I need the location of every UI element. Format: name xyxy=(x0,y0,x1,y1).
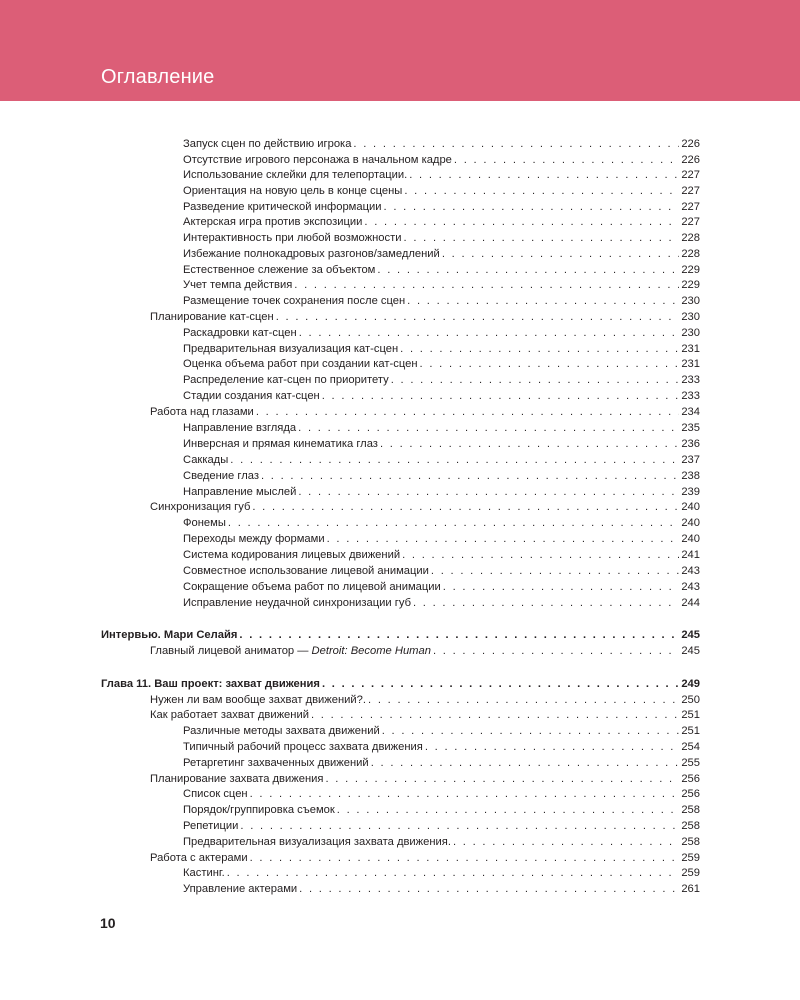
toc-entry-label: Глава 11. Ваш проект: захват движения xyxy=(101,678,320,690)
toc-entry-label: Различные методы захвата движений xyxy=(183,725,380,737)
toc-entry-page: 237 xyxy=(681,454,700,466)
toc-entry-label: Фонемы xyxy=(183,517,226,529)
toc-entry[interactable] xyxy=(183,802,700,818)
toc-entry-label: Сокращение объема работ по лицевой анимации xyxy=(183,581,441,593)
toc-entry-page: 233 xyxy=(681,390,700,402)
toc-entry-label: Распределение кат-сцен по приоритету xyxy=(183,374,389,386)
toc-entry-label: Исправление неудачной синхронизации губ xyxy=(183,597,411,609)
toc-entry-page: 241 xyxy=(681,549,700,561)
toc-entry[interactable] xyxy=(183,563,700,579)
toc-entry-label: Саккады xyxy=(183,454,229,466)
toc-entry-page: 256 xyxy=(681,773,700,785)
toc-entry-label: Работа с актерами xyxy=(150,852,248,864)
toc-entry-label: Репетиции xyxy=(183,820,239,832)
toc-entry-label: Система кодирования лицевых движений xyxy=(183,549,401,561)
toc-entry[interactable] xyxy=(183,468,700,484)
toc-entry-page: 226 xyxy=(681,138,700,150)
toc-entry-page: 240 xyxy=(681,533,700,545)
toc-entry-label: Отсутствие игрового персонажа в начальном кадре xyxy=(183,154,452,166)
toc-entry[interactable] xyxy=(150,404,700,420)
toc-entry[interactable] xyxy=(183,739,700,755)
toc-entry-label: Планирование кат-сцен xyxy=(150,311,274,323)
toc-entry-page: 227 xyxy=(681,169,700,181)
toc-entry-page: 243 xyxy=(681,581,700,593)
toc-entry[interactable] xyxy=(150,771,700,787)
toc-entry-label: Предварительная визуализация кат-сцен xyxy=(183,343,399,355)
toc-entry[interactable] xyxy=(183,531,700,547)
toc-entry-page: 229 xyxy=(681,264,700,276)
toc-entry[interactable] xyxy=(183,388,700,404)
toc-entry-label: Как работает захват движений xyxy=(150,709,309,721)
toc-entry-label: Сведение глаз xyxy=(183,470,259,482)
toc-entry-label: Порядок/группировка съемок xyxy=(183,804,335,816)
toc-entry[interactable] xyxy=(183,420,700,436)
toc-entry[interactable] xyxy=(183,818,700,834)
toc-entry-page: 228 xyxy=(681,232,700,244)
toc-entry[interactable] xyxy=(183,484,700,500)
toc-entry[interactable] xyxy=(183,595,700,611)
toc-entry[interactable] xyxy=(183,136,700,152)
toc-entry-label: Направление взгляда xyxy=(183,422,297,434)
toc-entry-label: Типичный рабочий процесс захвата движения xyxy=(183,741,423,753)
toc-entry[interactable] xyxy=(183,755,700,771)
toc-entry-page: 258 xyxy=(681,804,700,816)
toc-entry-bold[interactable] xyxy=(101,627,700,643)
toc-entry-label: Интервью. Мари Селайя xyxy=(101,629,238,641)
toc-entry[interactable] xyxy=(183,436,700,452)
toc-entry-page: 227 xyxy=(681,201,700,213)
toc-entry[interactable] xyxy=(183,183,700,199)
toc-entry-page: 230 xyxy=(681,327,700,339)
toc-entry[interactable] xyxy=(150,499,700,515)
toc-entry-label: Интерактивность при любой возможности xyxy=(183,232,402,244)
page-number: 10 xyxy=(100,915,116,931)
toc-entry-label: Главный лицевой аниматор — Detroit: Become Human xyxy=(150,645,431,657)
toc-entry-label: Предварительная визуализация захвата движения. xyxy=(183,836,451,848)
toc-entry[interactable] xyxy=(150,850,700,866)
toc-entry[interactable] xyxy=(183,881,700,897)
toc-entry[interactable] xyxy=(183,230,700,246)
toc-entry-label: Работа над глазами xyxy=(150,406,254,418)
toc-entry-label: Учет темпа действия xyxy=(183,279,293,291)
toc-entry-page: 249 xyxy=(681,678,700,690)
toc-entry-page: 258 xyxy=(681,820,700,832)
toc-entry[interactable] xyxy=(183,723,700,739)
toc-entry-page: 250 xyxy=(681,694,700,706)
toc-entry-page: 245 xyxy=(681,645,700,657)
toc-entry-label: Избежание полнокадровых разгонов/замедлений xyxy=(183,248,440,260)
page-title: Оглавление xyxy=(101,66,215,88)
toc-entry-page: 227 xyxy=(681,185,700,197)
toc-entry[interactable] xyxy=(150,309,700,325)
toc-entry-bold[interactable] xyxy=(101,676,700,692)
toc-entry-page: 258 xyxy=(681,836,700,848)
toc-entry-page: 234 xyxy=(681,406,700,418)
toc-entry[interactable] xyxy=(183,356,700,372)
toc-entry[interactable] xyxy=(183,246,700,262)
toc-entry-label: Синхронизация губ xyxy=(150,501,251,513)
toc-entry-label: Нужен ли вам вообще захват движений?. xyxy=(150,694,366,706)
toc-entry-label: Направление мыслей xyxy=(183,486,297,498)
toc-entry-label: Ориентация на новую цель в конце сцены xyxy=(183,185,403,197)
toc-entry-page: 261 xyxy=(681,883,700,895)
toc-entry-page: 230 xyxy=(681,311,700,323)
toc-entry-page: 251 xyxy=(681,725,700,737)
toc-entry-page: 235 xyxy=(681,422,700,434)
toc-entry-page: 251 xyxy=(681,709,700,721)
toc-entry-page: 231 xyxy=(681,343,700,355)
toc-entry-page: 230 xyxy=(681,295,700,307)
toc-entry-page: 240 xyxy=(681,517,700,529)
toc-entry[interactable] xyxy=(183,214,700,230)
toc-entry[interactable] xyxy=(183,834,700,850)
toc-entry-label: Запуск сцен по действию игрока xyxy=(183,138,352,150)
toc-entry-page: 227 xyxy=(681,216,700,228)
toc-entry[interactable] xyxy=(183,325,700,341)
toc-entry[interactable] xyxy=(183,865,700,881)
toc-entry-page: 254 xyxy=(681,741,700,753)
toc-entry-label: Совместное использование лицевой анимации xyxy=(183,565,429,577)
toc-entry-page: 243 xyxy=(681,565,700,577)
toc-entry-label: Раскадровки кат-сцен xyxy=(183,327,297,339)
toc-entry-label: Управление актерами xyxy=(183,883,298,895)
toc-entry-label: Разведение критической информации xyxy=(183,201,382,213)
toc-entry-label: Актерская игра против экспозиции xyxy=(183,216,363,228)
toc-entry-page: 229 xyxy=(681,279,700,291)
toc-entry-label: Ретаргетинг захваченных движений xyxy=(183,757,369,769)
toc-entry-page: 228 xyxy=(681,248,700,260)
toc-entry-page: 238 xyxy=(681,470,700,482)
toc-entry-label: Кастинг. xyxy=(183,867,225,879)
toc-entry[interactable] xyxy=(150,692,700,708)
toc-entry[interactable] xyxy=(183,152,700,168)
toc-entry[interactable] xyxy=(183,262,700,278)
toc-entry[interactable] xyxy=(183,515,700,531)
toc-entry-page: 226 xyxy=(681,154,700,166)
toc-entry[interactable] xyxy=(183,372,700,388)
toc-entry-page: 233 xyxy=(681,374,700,386)
toc-entry-page: 240 xyxy=(681,501,700,513)
toc-entry-label: Инверсная и прямая кинематика глаз xyxy=(183,438,378,450)
toc-entry[interactable] xyxy=(183,341,700,357)
toc-entry-page: 236 xyxy=(681,438,700,450)
toc-entry[interactable] xyxy=(183,579,700,595)
toc-entry[interactable] xyxy=(183,199,700,215)
toc-entry[interactable] xyxy=(150,707,700,723)
toc-entry[interactable] xyxy=(183,547,700,563)
toc-entry[interactable] xyxy=(183,452,700,468)
toc-entry-page: 244 xyxy=(681,597,700,609)
toc-entry-label: Естественное слежение за объектом xyxy=(183,264,376,276)
toc-entry-label: Размещение точек сохранения после сцен xyxy=(183,295,406,307)
toc-entry-label: Список сцен xyxy=(183,788,248,800)
toc-entry-page: 256 xyxy=(681,788,700,800)
toc-entry-page: 239 xyxy=(681,486,700,498)
toc-entry-label: Планирование захвата движения xyxy=(150,773,324,785)
toc-entry[interactable] xyxy=(150,643,700,659)
toc-entry-label: Оценка объема работ при создании кат-сцен xyxy=(183,358,418,370)
toc-entry-page: 231 xyxy=(681,358,700,370)
toc-entry[interactable] xyxy=(183,167,700,183)
toc-entry[interactable] xyxy=(183,786,700,802)
toc-entry-label: Использование склейки для телепортации. xyxy=(183,169,408,181)
toc-entry-label: Стадии создания кат-сцен xyxy=(183,390,320,402)
toc-entry[interactable] xyxy=(183,293,700,309)
toc-entry-page: 259 xyxy=(681,867,700,879)
toc-entry[interactable] xyxy=(183,277,700,293)
toc-entry-page: 255 xyxy=(681,757,700,769)
toc-entry-page: 259 xyxy=(681,852,700,864)
toc-entry-label: Переходы между формами xyxy=(183,533,325,545)
toc-entry-page: 245 xyxy=(681,629,700,641)
